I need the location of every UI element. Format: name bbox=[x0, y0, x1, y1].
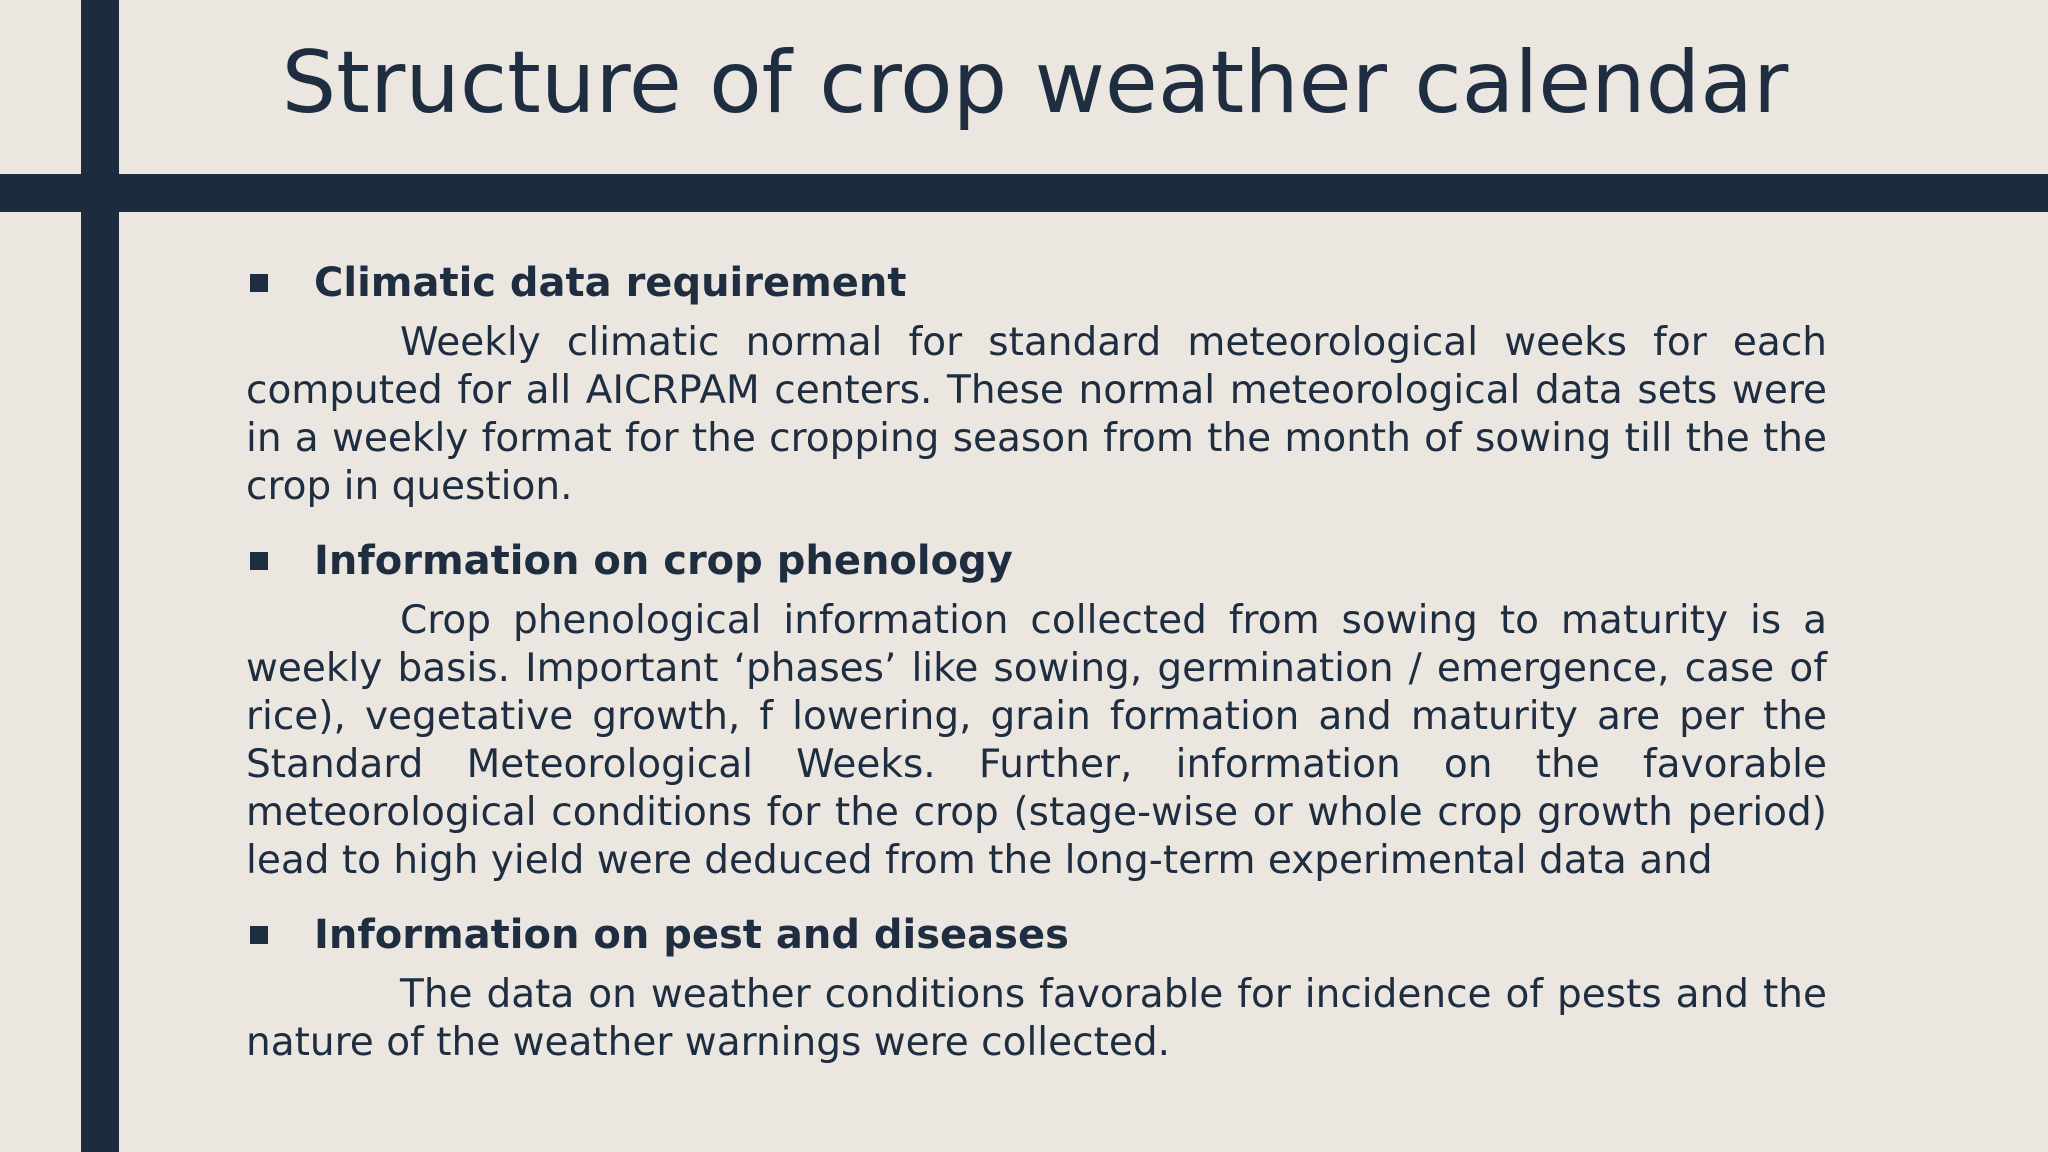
section-pest-diseases bbox=[246, 907, 1827, 1067]
bullet-item bbox=[246, 907, 1827, 963]
section-body: Crop phenological information collected from sowing to maturity is a weekly basis. Important ‘phases’ like sowing, germination / emergence, case of rice), vegetative growth, f lowering, grain formation and maturity are per the Standard Meteorological Weeks. Further, information on the favorable meteorological conditions for the crop (stage-wise or whole crop growth period) lead to high yield were deduced from the long-term experimental data and bbox=[246, 598, 1827, 883]
bullet-item bbox=[246, 533, 1827, 589]
vertical-accent-bar bbox=[81, 0, 119, 1152]
section-heading: Climatic data requirement bbox=[314, 260, 907, 306]
section-climatic-data bbox=[246, 255, 1827, 511]
square-bullet-icon bbox=[250, 552, 268, 570]
bullet-item bbox=[246, 255, 1827, 311]
horizontal-accent-bar bbox=[0, 174, 2048, 212]
section-heading: Information on pest and diseases bbox=[314, 912, 1069, 958]
square-bullet-icon bbox=[250, 926, 268, 944]
slide-content bbox=[246, 255, 1827, 1067]
section-heading: Information on crop phenology bbox=[314, 538, 1013, 584]
slide-title: Structure of crop weather calendar bbox=[281, 33, 1789, 133]
square-bullet-icon bbox=[250, 274, 268, 292]
section-crop-phenology bbox=[246, 533, 1827, 885]
section-body: Weekly climatic normal for standard meteorological weeks for each computed for all AICRPAM centers. These normal meteorological data sets were in a weekly format for the cropping season from the month of sowing till the the crop in question. bbox=[246, 320, 1827, 509]
section-body: The data on weather conditions favorable for incidence of pests and the nature of the weather warnings were collected. bbox=[246, 972, 1827, 1065]
